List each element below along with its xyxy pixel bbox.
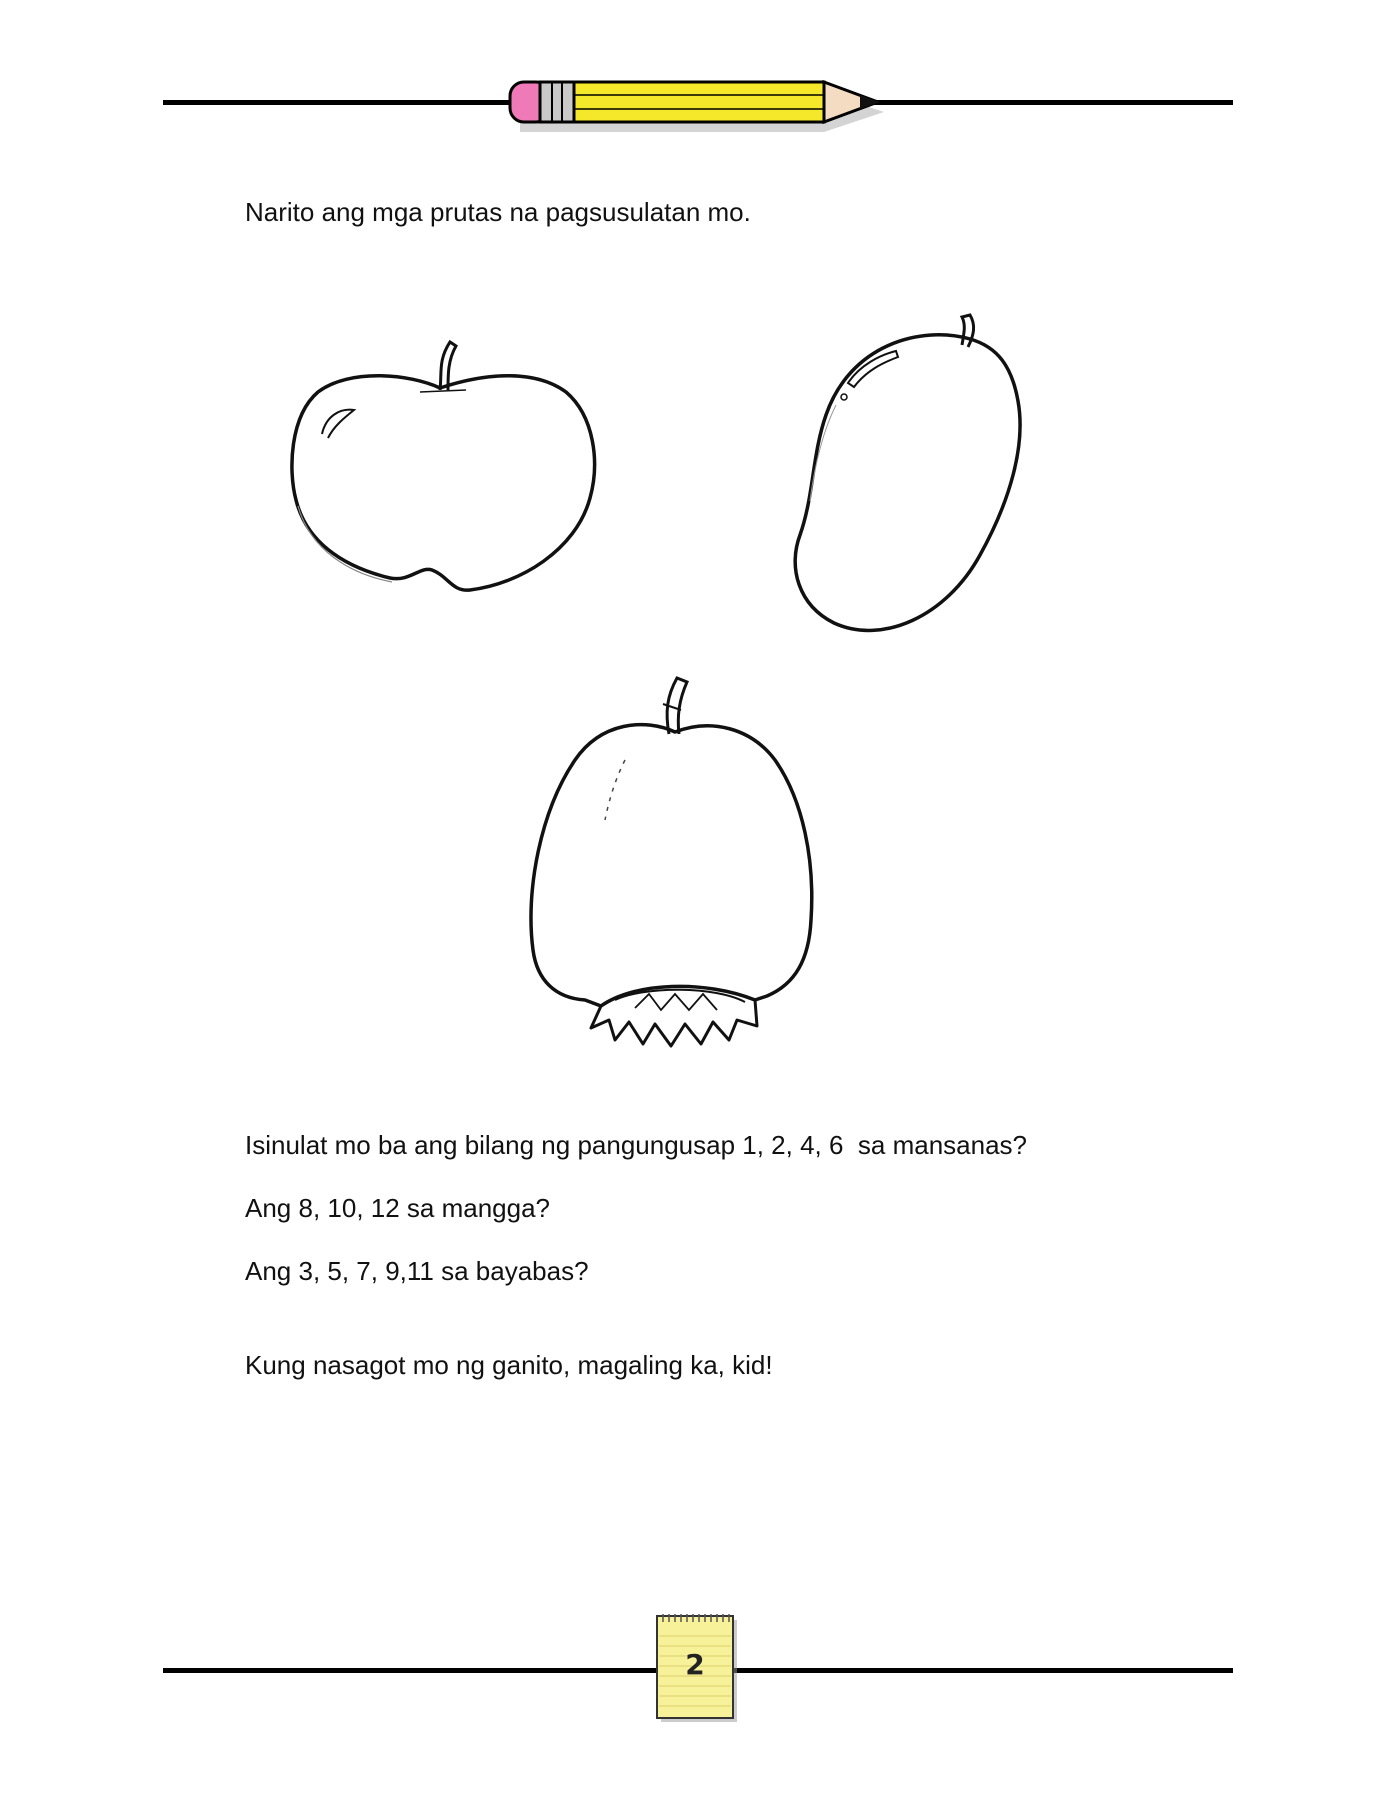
mango-drawing [770, 305, 1030, 635]
closing-text: Kung nasagot mo ng ganito, magaling ka, kid! [245, 1350, 773, 1380]
guava-drawing [505, 660, 845, 1060]
pencil-icon [500, 76, 890, 134]
page-number: 2 [685, 1648, 705, 1681]
intro-text: Narito ang mga prutas na pagsusulatan mo. [245, 197, 751, 227]
apple-drawing [280, 330, 620, 610]
question-apple: Isinulat mo ba ang bilang ng pangungusap 1, 2, 4, 6 sa mansanas? [245, 1130, 1028, 1160]
question-mango: Ang 8, 10, 12 sa mangga? [245, 1193, 551, 1223]
question-guava: Ang 3, 5, 7, 9,11 sa bayabas? [245, 1256, 589, 1286]
